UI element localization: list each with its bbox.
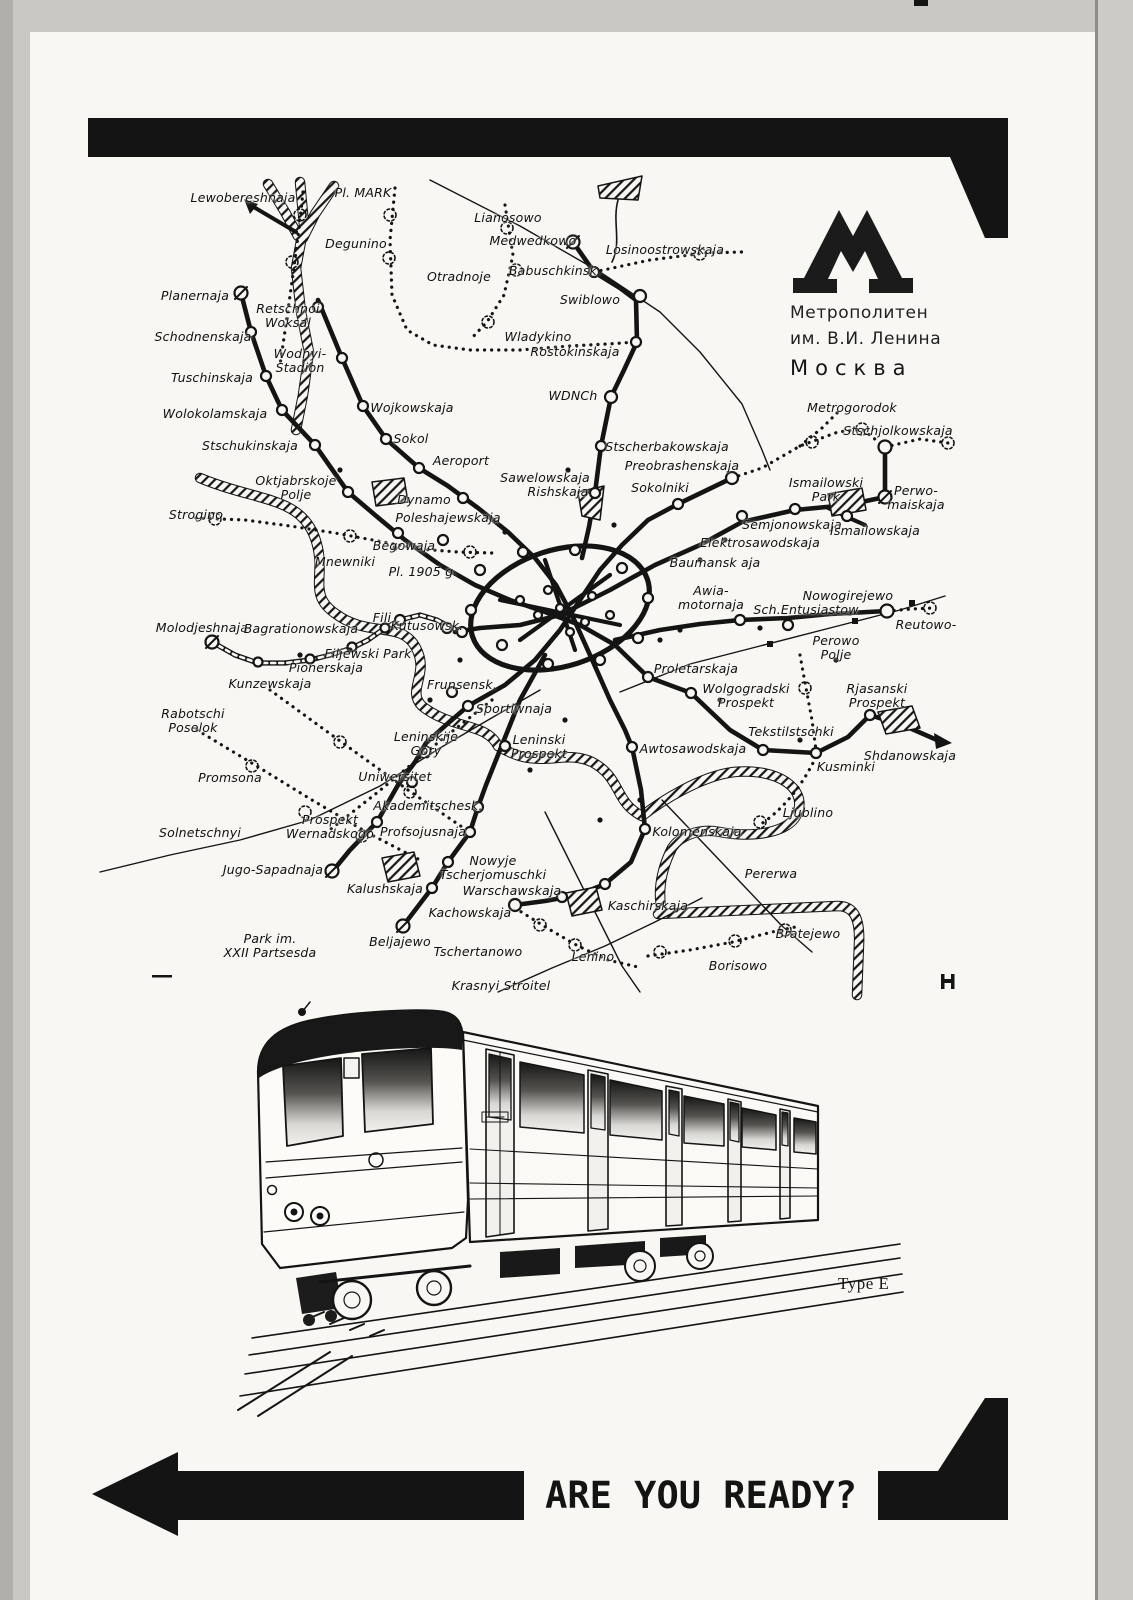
station-label: Oktjabrskoje Polje bbox=[255, 473, 337, 502]
station-label: Dynamo bbox=[397, 492, 451, 507]
station-label: Wladykino bbox=[504, 329, 572, 344]
station-label: Sokol bbox=[393, 431, 429, 446]
station-label: Beljajewo bbox=[369, 934, 431, 949]
station-label: Sportiwnaja bbox=[475, 701, 553, 716]
station-label: Awia- motornaja bbox=[677, 583, 745, 612]
station-label: Stschukinskaja bbox=[201, 438, 299, 453]
station-label: Park im. XXII Partsesda bbox=[223, 931, 317, 960]
station-label: Retschnoi Woksal bbox=[256, 301, 320, 330]
station-label: Sokolniki bbox=[631, 480, 689, 495]
station-label: Losinoostrowskaja bbox=[605, 242, 725, 257]
metro-header bbox=[790, 300, 1020, 380]
metro-city: Москва bbox=[790, 356, 913, 380]
station-label: Lewobereshnaja bbox=[190, 190, 296, 205]
station-label: Bratejewo bbox=[775, 926, 841, 941]
station-label: Lenino bbox=[571, 949, 615, 964]
station-label: Borisowo bbox=[708, 958, 768, 973]
station-label: Promsona bbox=[198, 770, 262, 785]
station-label: Ismailowski Park bbox=[788, 475, 864, 504]
station-label: Pl. 1905 g. bbox=[388, 564, 458, 579]
station-label: Rishskaja bbox=[527, 484, 589, 499]
station-label: Nowyje Tscherjomuschki bbox=[439, 853, 547, 882]
station-label: Sch.Entusiastow bbox=[753, 602, 859, 617]
station-label: Awtosawodskaja bbox=[639, 741, 747, 756]
station-label: Uniwersitet bbox=[358, 769, 432, 784]
station-label: Frunsensk. bbox=[426, 677, 498, 692]
station-label: Medwedkowo bbox=[489, 233, 577, 248]
station-label: Bagrationowskaja bbox=[243, 621, 359, 636]
station-label: Pionerskaja bbox=[288, 660, 364, 675]
train-type-label: Type E bbox=[838, 1274, 890, 1293]
station-label: Rabotschi Poselok bbox=[161, 706, 225, 735]
station-label: Proletarskaja bbox=[653, 661, 739, 676]
station-label: Babuschkinsk. bbox=[508, 263, 602, 278]
station-label: Ljublino bbox=[782, 805, 834, 820]
station-label: Schodnenskaja bbox=[154, 329, 252, 344]
station-label: Semjonowskaja bbox=[742, 517, 842, 532]
station-label: Kunzewskaja bbox=[228, 676, 312, 691]
station-label: Wolokolamskaja bbox=[162, 406, 268, 421]
station-label: WDNCh bbox=[548, 388, 598, 403]
station-label: Tuschinskaja bbox=[171, 370, 253, 385]
station-label: Jugo-Sapadnaja bbox=[222, 862, 324, 877]
station-label: Kusminki bbox=[816, 759, 876, 774]
station-label: Pl. MARK bbox=[334, 185, 392, 200]
station-label: Stscherbakowskaja bbox=[605, 439, 729, 454]
station-label: Rjasanski Prospekt bbox=[846, 681, 908, 710]
station-label: Wojkowskaja bbox=[370, 400, 454, 415]
station-label: Profsojusnaja bbox=[379, 824, 467, 839]
station-label: Kolomenskaja bbox=[652, 824, 742, 839]
station-label: Wolgogradski Prospekt bbox=[702, 681, 790, 710]
station-label: Shdanowskaja bbox=[863, 748, 957, 763]
station-label: Kalushskaja bbox=[347, 881, 423, 896]
station-label: Metrogorodok bbox=[807, 400, 897, 415]
station-label: Ismailowskaja bbox=[830, 523, 920, 538]
station-label: Prospekt Wernadskogo bbox=[286, 812, 374, 841]
metro-org-line2: им. В.И. Ленина bbox=[790, 329, 942, 349]
station-label: Solnetschnyi bbox=[158, 825, 242, 840]
station-label: Kaschirskaja bbox=[607, 898, 689, 913]
station-label: Kutusowsk. bbox=[390, 618, 464, 633]
banner-text: ARE YOU READY? bbox=[545, 1474, 857, 1517]
station-label: Leninskije Gory bbox=[393, 729, 459, 758]
station-label: Perowo Polje bbox=[812, 633, 860, 662]
station-label: Otradnoje bbox=[426, 269, 492, 284]
station-label: Begowaja bbox=[372, 538, 436, 553]
station-label: Pererwa bbox=[744, 866, 798, 881]
station-label: Akademitschesk. bbox=[373, 798, 483, 813]
station-label: Tschertanowo bbox=[433, 944, 523, 959]
station-label: Warschawskaja bbox=[462, 883, 562, 898]
station-label: Molodjeshnaja bbox=[155, 620, 249, 635]
station-label: Fili bbox=[372, 610, 392, 625]
station-label: Filjewski Park bbox=[324, 646, 412, 661]
station-label: Perwo- maiskaja bbox=[887, 483, 945, 512]
station-label: Nowogirejewo bbox=[802, 588, 894, 603]
metro-org-line1: Метрополитен bbox=[790, 303, 929, 323]
station-label: Kachowskaja bbox=[428, 905, 512, 920]
station-label: Krasnyi Stroitel bbox=[451, 978, 551, 993]
station-label: Preobrashenskaja bbox=[624, 458, 740, 473]
station-label: Degunino bbox=[325, 236, 387, 251]
station-label: Strogino bbox=[168, 507, 224, 522]
station-label: Elektrosawodskaja bbox=[700, 535, 820, 550]
station-label: Sawelowskaja bbox=[500, 470, 590, 485]
scan-mark bbox=[914, 0, 928, 6]
station-label: Baumansk aja bbox=[669, 555, 761, 570]
station-label: Mnewniki bbox=[314, 554, 376, 569]
station-label: Rostokinskaja bbox=[530, 344, 620, 359]
station-label: Tekstilstschki bbox=[748, 724, 834, 739]
station-label: Aeroport bbox=[432, 453, 490, 468]
station-label: Stschjolkowskaja bbox=[843, 423, 953, 438]
station-label: Swiblowo bbox=[559, 292, 621, 307]
station-label: Reutowo- bbox=[895, 617, 957, 632]
station-label: Planernaja bbox=[160, 288, 230, 303]
station-label: Lianosowo bbox=[474, 210, 542, 225]
station-label: Leninski Prospekt bbox=[510, 732, 568, 761]
station-label: Poleshajewskaja bbox=[395, 510, 501, 525]
station-label: Wodnyi- Stadion bbox=[273, 346, 327, 375]
